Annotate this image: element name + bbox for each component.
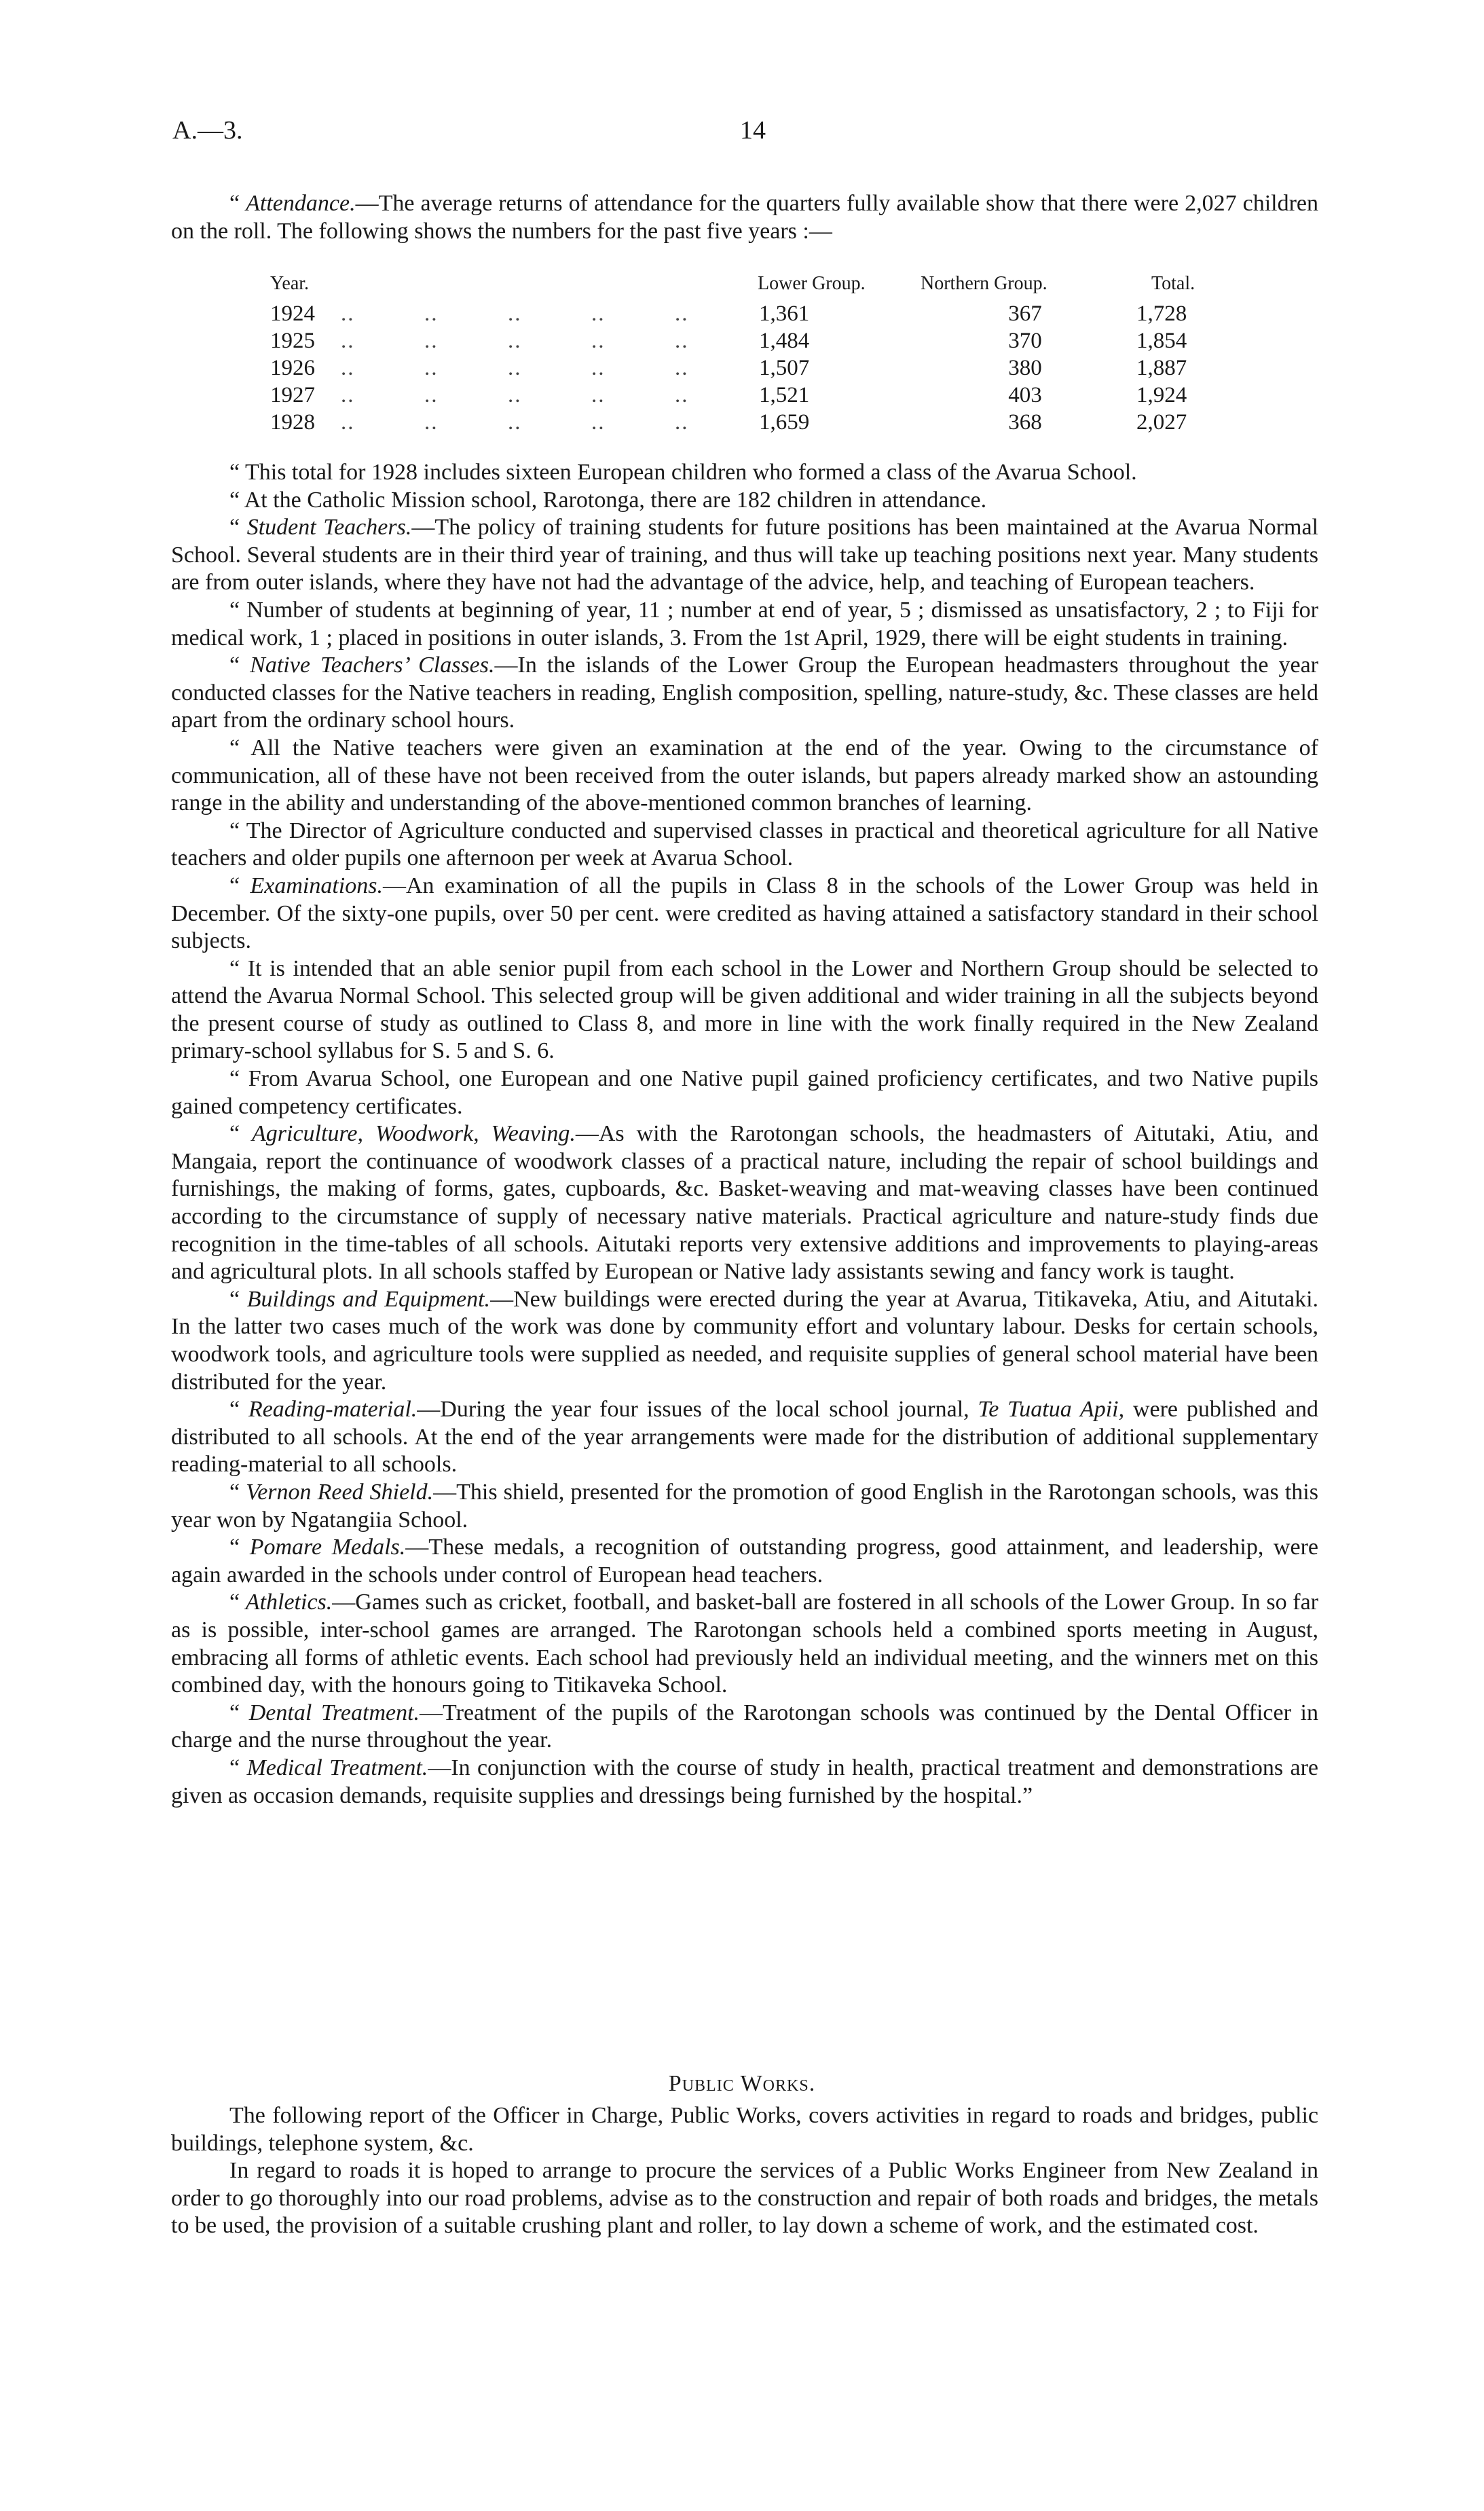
cell-total: 1,887 <box>1136 356 1187 380</box>
paragraph-heading: Reading-material. <box>248 1397 418 1423</box>
cell-total: 1,854 <box>1136 329 1187 353</box>
cell-lower-group: 1,507 <box>759 356 810 380</box>
paragraph-text: —As with the Rarotongan schools, the headmasters of Aitutaki, Atiu, and Mangaia, report the continuance of woodwork classes of a practical nature, including the repair of school buildings and furnishings, the making of forms, gates, cupboards, &c. Basket-weaving and mat-weaving classes have been continued according to the circumstance of supply of necessary native materials. Practical agriculture and nature-study finds due recognition in the time-tables of all schools. Aitutaki reports very extensive additions and improvements to playing-areas and agricultural plots. In all schools staffed by European or Native lady assistants sewing and fancy work is taught. <box>171 1121 1319 1285</box>
table-row <box>270 327 1221 354</box>
paragraph-text: “ Number of students at beginning of year, 11 ; number at end of year, 5 ; dismissed as unsatisfactory, 2 ; to Fiji for medical work, 1 ; placed in positions in outer islands, 3. From the 1st April, 1929, there will be eight students in training. <box>171 597 1318 650</box>
table-row <box>270 382 1221 409</box>
paragraph: “ Native Teachers’ Classes.—In the islands of the Lower Group the European headmasters throughout the year conducted classes for the Native teachers in reading, English composition, spelling, nature-study, &c. These classes are held apart from the ordinary school hours. <box>171 653 1318 733</box>
cell-total: 1,728 <box>1136 301 1187 326</box>
paragraph <box>171 818 1318 873</box>
section-heading-public-works: Public Works. <box>668 2071 816 2096</box>
table-row <box>270 409 1221 436</box>
paragraph <box>171 459 1318 487</box>
cell-year: 1927 <box>270 383 315 407</box>
page-number: 14 <box>740 116 766 145</box>
paragraph-text: —In conjunction with the course of study in health, practical treatment and demonstrations are given as occasion demands, requisite supplies and dressings being furnished by the hospital.” <box>171 1755 1319 1808</box>
journal-title: Te Tuatua Apii, <box>978 1397 1125 1423</box>
paragraph-text: —New buildings were erected during the year at Avarua, Titikaveka, Atiu, and Aitutaki. In the latter two cases much of the work was done by community effort and voluntary labour. Desks for certain schools, woodwork tools, and agriculture tools were supplied as needed, and requisite supplies of general school material have been distributed for the year. <box>171 1286 1319 1395</box>
paragraph-text: —These medals, a recognition of outstanding progress, good attainment, and leadership, were again awarded in the schools under control of European head teachers. <box>171 1535 1318 1588</box>
cell-year: 1928 <box>270 410 315 435</box>
paragraph-text: —Games such as cricket, football, and basket-ball are fostered in all schools of the Lower Group. In so far as is possible, inter-school games are arranged. The Rarotongan schools held a combined sports meeting in August, embracing all forms of athletic events. Each school had previously held an individual meeting, and the winners met on this combined day, with the honours going to Titikaveka School. <box>171 1590 1319 1698</box>
paragraph: The following report of the Officer in Charge, Public Works, covers activities in regard to roads and bridges, public buildings, telephone system, &c. <box>171 2103 1318 2156</box>
paragraph: “ Buildings and Equipment.—New buildings were erected during the year at Avarua, Titikaveka, Atiu, and Aitutaki. In the latter two cases much of the work was done by community effort and voluntary labour. Desks for certain schools, woodwork tools, and agriculture tools were supplied as needed, and requisite supplies of general school material have been distributed for the year. <box>171 1286 1319 1395</box>
leader-dots: .. .. .. .. .. <box>341 301 689 326</box>
cell-total: 2,027 <box>1136 410 1187 435</box>
paragraph-heading: Buildings and Equipment. <box>246 1286 491 1312</box>
paragraph-heading: Agriculture, Woodwork, Weaving. <box>252 1121 576 1147</box>
cell-northern-group: 403 <box>1008 383 1042 407</box>
cell-year: 1926 <box>270 356 315 380</box>
public-works-body <box>171 2102 1318 2240</box>
attendance-intro <box>171 190 1318 245</box>
paragraph: “ Vernon Reed Shield.—This shield, presented for the promotion of good English in the Rarotongan schools, was this year won by Ngatangiia School. <box>171 1479 1318 1533</box>
paragraph-heading: Vernon Reed Shield. <box>246 1479 434 1505</box>
paragraph-text: —An examination of all the pupils in Class 8 in the schools of the Lower Group was held in December. Of the sixty-one pupils, over 50 per cent. were credited as having attained a satisfactory standard in their school subjects. <box>171 873 1319 954</box>
paragraph-text: “ From Avarua School, one European and one Native pupil gained proficiency certificates, and two Native pupils gained competency certificates. <box>171 1066 1318 1119</box>
paragraph <box>171 597 1318 652</box>
paragraph-text: —The policy of training students for future positions has been maintained at the Avarua Normal School. Several students are in their third year of training, and thus will take up teaching positions next year. Many students are from outer islands, where they have not had the advantage of the advice, help, and teaching of European teachers. <box>171 515 1318 595</box>
paragraph-heading: Medical Treatment. <box>246 1755 428 1780</box>
cell-northern-group: 370 <box>1008 329 1042 353</box>
paragraph-heading: Dental Treatment. <box>248 1700 420 1725</box>
attendance-table <box>270 270 1221 436</box>
document-reference: A.—3. <box>172 116 243 145</box>
paragraph: “ Student Teachers.—The policy of training students for future positions has been maintained at the Avarua Normal School. Several students are in their third year of training, and thus will take up teaching positions next year. Many students are from outer islands, where they have not had the advantage of the advice, help, and teaching of European teachers. <box>171 515 1318 595</box>
leader-dots: .. .. .. .. .. <box>341 329 689 353</box>
leader-dots: .. .. .. .. .. <box>341 410 689 435</box>
table-row <box>270 300 1221 327</box>
cell-northern-group: 380 <box>1008 356 1042 380</box>
table-row <box>270 354 1221 382</box>
paragraph-heading: Student Teachers. <box>246 515 412 540</box>
paragraph-heading: Attendance. <box>246 191 356 216</box>
paragraph-heading: Athletics. <box>245 1590 333 1615</box>
cell-lower-group: 1,484 <box>759 329 810 353</box>
paragraph-heading: Pomare Medals. <box>249 1535 406 1560</box>
paragraph-heading: Examinations. <box>250 873 383 898</box>
paragraph-text: —During the year four issues of the local school journal, <box>417 1397 978 1423</box>
paragraph: “ Pomare Medals.—These medals, a recognition of outstanding progress, good attainment, and leadership, were again awarded in the schools under control of European head teachers. <box>171 1535 1318 1588</box>
paragraph-text: —The average returns of attendance for the quarters fully available show that there were 2,027 children on the roll. The following shows the numbers for the past five years :— <box>171 191 1319 244</box>
table-header-row <box>270 270 1221 300</box>
paragraph <box>171 955 1318 1065</box>
cell-northern-group: 368 <box>1008 410 1042 435</box>
paragraph-text: “ It is intended that an able senior pupil from each school in the Lower and Northern Group should be selected to attend the Avarua Normal School. This selected group will be given additional and wider training in all the subjects beyond the present course of study as outlined to Class 8, and more in line with the work finally required in the New Zealand primary-school syllabus for S. 5 and S. 6. <box>171 955 1318 1064</box>
cell-lower-group: 1,521 <box>759 383 810 407</box>
leader-dots: .. .. .. .. .. <box>341 356 689 380</box>
paragraph-text: —Treatment of the pupils of the Rarotongan schools was continued by the Dental Officer in charge and the nurse throughout the year. <box>171 1700 1319 1753</box>
paragraph-text: —This shield, presented for the promotion of good English in the Rarotongan schools, was this year won by Ngatangiia School. <box>171 1479 1318 1533</box>
cell-northern-group: 367 <box>1008 301 1042 326</box>
paragraph-text: —In the islands of the Lower Group the European headmasters throughout the year conducted classes for the Native teachers in reading, English composition, spelling, nature-study, &c. These classes are held apart from the ordinary school hours. <box>171 653 1318 733</box>
paragraph <box>171 735 1318 818</box>
cell-year: 1924 <box>270 301 315 326</box>
paragraph: “ Medical Treatment.—In conjunction with the course of study in health, practical treatment and demonstrations are given as occasion demands, requisite supplies and dressings being furnished by the hospital.” <box>171 1755 1319 1808</box>
cell-total: 1,924 <box>1136 383 1187 407</box>
paragraph: “ Examinations.—An examination of all the pupils in Class 8 in the schools of the Lower Group was held in December. Of the sixty-one pupils, over 50 per cent. were credited as having attained a satisfactory standard in their school subjects. <box>171 873 1319 954</box>
paragraph: “ Attendance.—The average returns of attendance for the quarters fully available show that there were 2,027 children on the roll. The following shows the numbers for the past five years :— <box>171 191 1319 244</box>
cell-year: 1925 <box>270 329 315 353</box>
leader-dots: .. .. .. .. .. <box>341 383 689 407</box>
paragraph-text: “ This total for 1928 includes sixteen European children who formed a class of the Avarua School. <box>229 460 1137 485</box>
paragraph <box>171 1065 1318 1120</box>
column-header-lower-group: Lower Group. <box>758 273 866 294</box>
cell-lower-group: 1,361 <box>759 301 810 326</box>
column-header-total: Total. <box>1151 273 1195 294</box>
column-header-northern-group: Northern Group. <box>921 273 1047 294</box>
paragraph: “ Dental Treatment.—Treatment of the pupils of the Rarotongan schools was continued by the Dental Officer in charge and the nurse throughout the year. <box>171 1700 1319 1753</box>
column-header-year: Year. <box>270 273 310 294</box>
paragraph <box>171 487 1318 515</box>
paragraph-heading: Native Teachers’ Classes. <box>250 653 495 678</box>
paragraph: “ Athletics.—Games such as cricket, football, and basket-ball are fostered in all schools of the Lower Group. In so far as is possible, inter-school games are arranged. The Rarotongan schools held a combined sports meeting in August, embracing all forms of athletic events. Each school had previously held an individual meeting, and the winners met on this combined day, with the honours going to Titikaveka School. <box>171 1590 1319 1698</box>
paragraph-text: were published and distributed to all schools. At the end of the year arrangements were made for the distribution of additional supplementary reading-material to all schools. <box>171 1397 1319 1478</box>
paragraph: “ Agriculture, Woodwork, Weaving.—As with the Rarotongan schools, the headmasters of Aitutaki, Atiu, and Mangaia, report the continuance of woodwork classes of a practical nature, including the repair of school buildings and furnishings, the making of forms, gates, cupboards, &c. Basket-weaving and mat-weaving classes have been continued according to the circumstance of supply of necessary native materials. Practical agriculture and nature-study finds due recognition in the time-tables of all schools. Aitutaki reports very extensive additions and improvements to playing-areas and agricultural plots. In all schools staffed by European or Native lady assistants sewing and fancy work is taught. <box>171 1121 1319 1285</box>
cell-lower-group: 1,659 <box>759 410 810 435</box>
report-body <box>171 459 1318 1810</box>
paragraph-text: “ The Director of Agriculture conducted and supervised classes in practical and theoretical agriculture for all Native teachers and older pupils one afternoon per week at Avarua School. <box>171 818 1318 871</box>
paragraph-text: “ All the Native teachers were given an examination at the end of the year. Owing to the circumstance of communication, all of these have not been received from the outer islands, but papers already marked show an astounding range in the ability and understanding of the above-mentioned common branches of learning. <box>171 735 1318 816</box>
paragraph: In regard to roads it is hoped to arrange to procure the services of a Public Works Engineer from New Zealand in order to go thoroughly into our road problems, advise as to the construction and repair of both roads and bridges, the metals to be used, the provision of a suitable crushing plant and roller, to lay down a scheme of work, and the estimated cost. <box>171 2158 1318 2239</box>
paragraph-text: “ At the Catholic Mission school, Rarotonga, there are 182 children in attendance. <box>229 487 987 513</box>
paragraph: “ Reading-material.—During the year four issues of the local school journal, Te Tuatua Apii, were published and distributed to all schools. At the end of the year arrangements were made for the distribution of additional supplementary reading-material to all schools. <box>171 1397 1319 1478</box>
